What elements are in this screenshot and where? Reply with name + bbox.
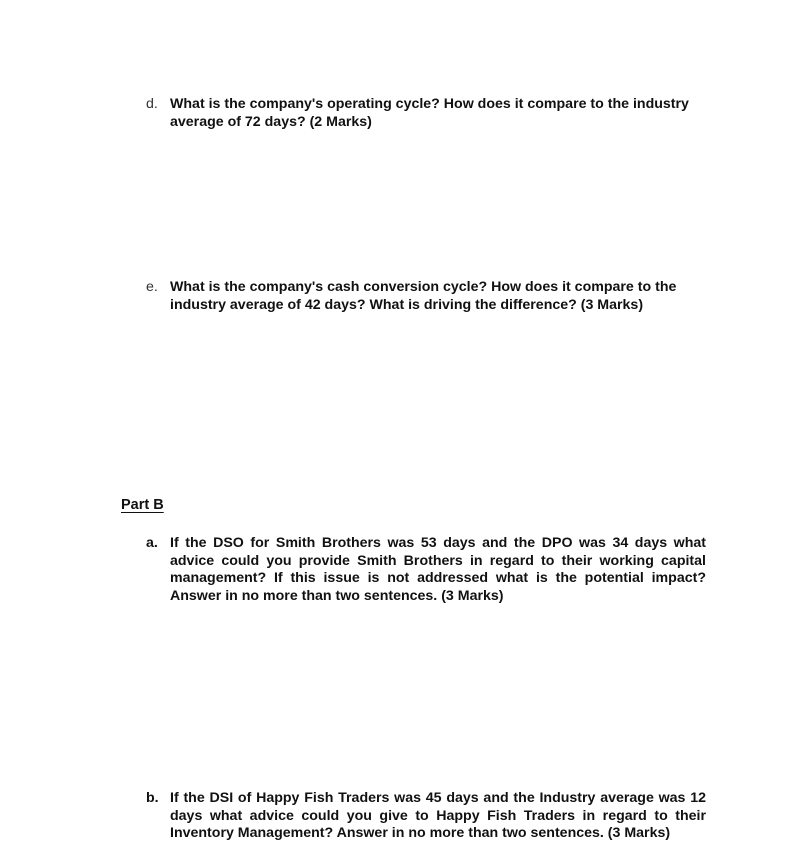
question-b-a [146,535,706,605]
question-e-text: What is the company's cash conversion cycle? How does it compare to the industry average of 42 days? What is driving the difference? (3 Marks) [170,279,677,313]
question-e-marker: e. [146,279,158,295]
question-b-b-text: If the DSI of Happy Fish Traders was 45 days and the Industry average was 12 days what advice could you give to Happy Fish Traders in regard to their Inventory Management? Answer in no more than two sentences. (3 Marks) [170,790,706,841]
question-b-a-text: If the DSO for Smith Brothers was 53 days and the DPO was 34 days what advice could you provide Smith Brothers in regard to their working capital management? If this issue is not addressed what is the potential impact? Answer in no more than two sentences. (3 Marks) [170,535,706,604]
question-b-b [146,790,706,843]
question-b-b-marker: b. [146,790,159,806]
question-d [146,96,706,131]
question-d-text: What is the company's operating cycle? How does it compare to the industry average of 72 days? (2 Marks) [170,96,689,130]
question-e [146,279,706,314]
part-b-heading: Part B [121,497,164,513]
question-d-marker: d. [146,96,158,112]
question-b-a-marker: a. [146,535,158,551]
